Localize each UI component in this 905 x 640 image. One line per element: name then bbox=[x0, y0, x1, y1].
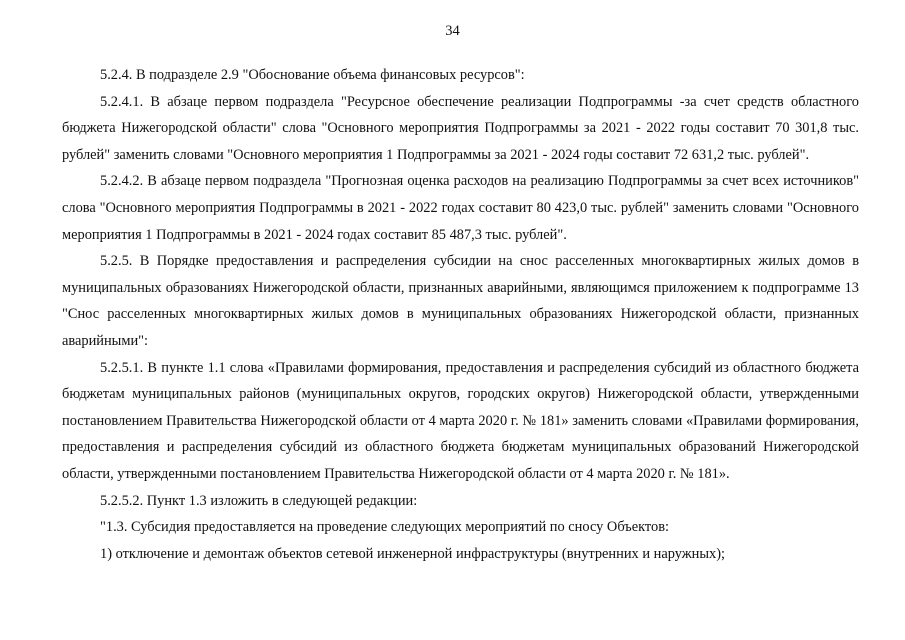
paragraph-5-2-4-1: 5.2.4.1. В абзаце первом подраздела "Ресурсное обеспечение реализации Подпрограммы -за счет средств областного бюджета Нижегородской области" слова "Основного мероприятия Подпрограммы за 2021 - 2022 годы составит 70 301,8 тыс. рублей" заменить словами "Основного мероприятия 1 Подпрограммы за 2021 - 2024 годы составит 72 631,2 тыс. рублей". bbox=[62, 93, 859, 163]
paragraph-5-2-4-2: 5.2.4.2. В абзаце первом подраздела "Прогнозная оценка расходов на реализацию Подпрограммы за счет всех источников" слова "Основного мероприятия Подпрограммы в 2021 - 2022 годах составит 80 423,0 тыс. рублей" заменить словами "Основного мероприятия 1 Подпрограммы в 2021 - 2024 годах составит 85 487,3 тыс. рублей". bbox=[62, 173, 859, 243]
paragraph-5-2-5-2: 5.2.5.2. Пункт 1.3 изложить в следующей редакции: bbox=[100, 492, 418, 509]
document-body bbox=[62, 62, 859, 567]
paragraph-5-2-4: 5.2.4. В подразделе 2.9 "Обоснование объема финансовых ресурсов": bbox=[100, 67, 525, 83]
paragraph-5-2-5-1: 5.2.5.1. В пункте 1.1 слова «Правилами формирования, предоставления и распределения субсидий из областного бюджета бюджетам муниципальных районов (муниципальных округов, городских округов) Нижегородской области, утвержденными постановлением Правительства Нижегородской области от 4 марта 2020 г. № 181» заменить словами «Правилами формирования, предоставления и распределения субсидий из областного бюджета бюджетам муниципальных образований Нижегородской области, утвержденными постановлением Правительства Нижегородской области от 4 марта 2020 г. № 181». bbox=[62, 359, 859, 482]
paragraph-1-3: "1.3. Субсидия предоставляется на проведение следующих мероприятий по сносу Объектов: bbox=[100, 519, 670, 536]
page-number: 34 bbox=[445, 23, 460, 39]
paragraph-5-2-5: 5.2.5. В Порядке предоставления и распределения субсидии на снос расселенных многоквартирных жилых домов в муниципальных образованиях Нижегородской области, признанных аварийными, являющимся приложением к подпрограмме 13 "Снос расселенных многоквартирных жилых домов в муниципальных образованиях Нижегородской области, признанных аварийными": bbox=[62, 253, 859, 349]
paragraph-list-item-1: 1) отключение и демонтаж объектов сетевой инженерной инфраструктуры (внутренних и наружных); bbox=[100, 545, 726, 562]
